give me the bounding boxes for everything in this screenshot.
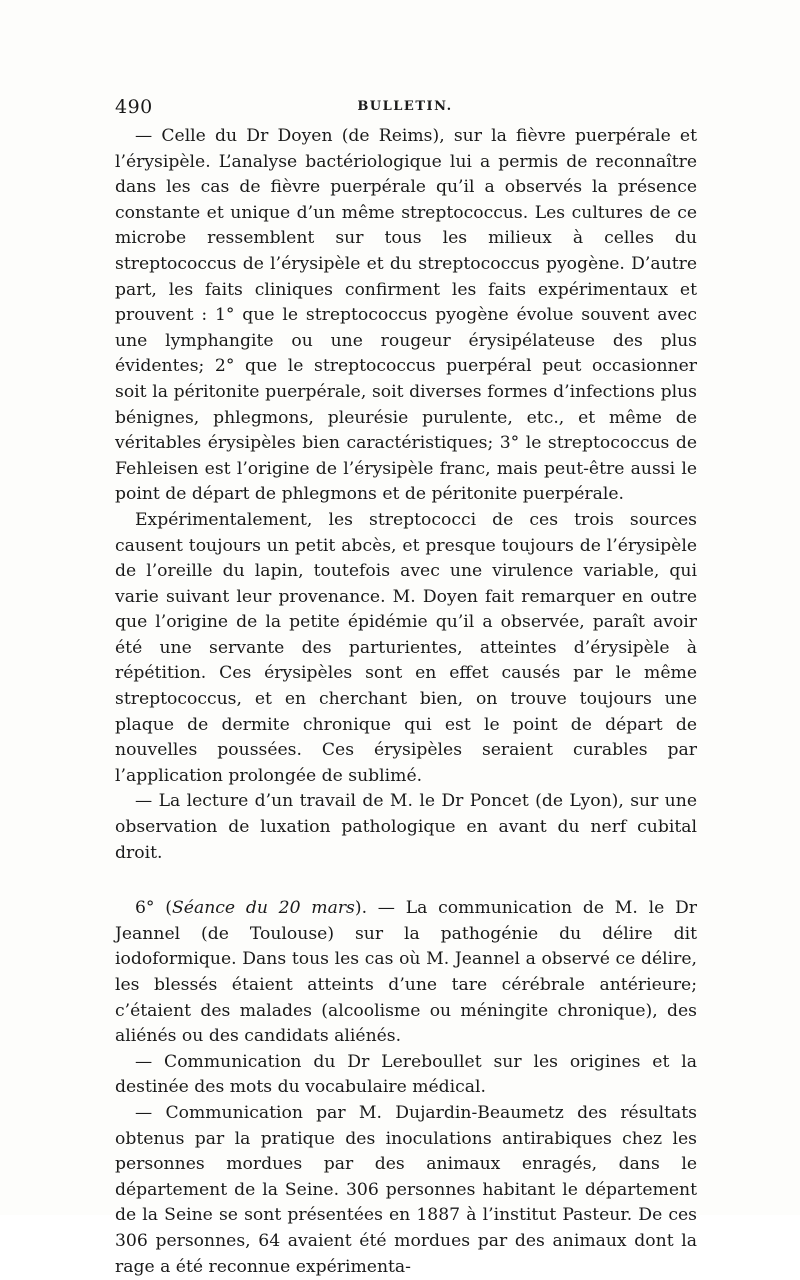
running-title: BULLETIN.: [357, 99, 453, 114]
body-text: [115, 124, 697, 1280]
page-number: 490: [115, 96, 153, 118]
page-header: [115, 96, 695, 122]
paragraph-dujardin-beaumetz: — Communication par M. Dujardin-Beaumetz des résultats obtenus par la pratique des inoculations antirabiques chez les personnes mordues par des animaux enragés, dans le département de la Seine. 306 personnes habitant le département de la Seine se sont présentées en 1887 à l’institut Pasteur. De ces 306 personnes, 64 avaient été mordues par des animaux dont la rage a été reconnue expérimenta-: [115, 1102, 697, 1277]
paragraph-lereboullet: — Communication du Dr Lereboullet sur les origines et la destinée des mots du vocabulaire médical.: [115, 1051, 697, 1098]
session-number: 6° (: [135, 898, 172, 919]
paragraph-doyen: — Celle du Dr Doyen (de Reims), sur la fièvre puerpérale et l’érysipèle. L’analyse bactériologique lui a permis de reconnaître dans les cas de fièvre puerpérale qu’il a observés la présence constante et unique d’un même streptococcus. Les cultures de ce microbe ressemblent sur tous les milieux à celles du streptococcus de l’érysipèle et du streptococcus pyogène. D’autre part, les faits cliniques confirment les faits expérimentaux et prouvent : 1° que le streptococcus pyogène évolue souvent avec une lymphangite ou une rougeur érysipélateuse des plus évidentes; 2° que le streptococcus puerpéral peut occasionner soit la péritonite puerpérale, soit diverses formes d’infections plus bénignes, phlegmons, pleurésie purulente, etc., et même de véritables érysipèles bien caractéristiques; 3° le streptococcus de Fehleisen est l’origine de l’érysipèle franc, mais peut-être aussi le point de départ de phlegmons et de péritonite puerpérale.: [115, 126, 697, 505]
paragraph-seance-20-mars: [115, 896, 697, 1050]
session-text: ). — La communication de M. le Dr Jeannel (de Toulouse) sur la pathogénie du délire dit iodoformique. Dans tous les cas où M. Jeannel a observé ce délire, les blessés étaient atteints d’une tare cérébrale antérieure; c’étaient des malades (alcoolisme ou méningite chronique), des aliénés ou des candidats aliénés.: [115, 898, 698, 1047]
paragraph-poncet: — La lecture d’un travail de M. le Dr Poncet (de Lyon), sur une observation de luxation pathologique en avant du nerf cubital droit.: [115, 791, 697, 863]
section-gap: [115, 866, 697, 896]
paragraph-experimental: Expérimentalement, les streptococci de ces trois sources causent toujours un petit abcès, et presque toujours de l’érysipèle de l’oreille du lapin, toutefois avec une virulence variable, qui varie suivant leur provenance. M. Doyen fait remarquer en outre que l’origine de la petite épidémie qu’il a observée, paraît avoir été une servante des parturientes, atteintes d’érysipèle à répétition. Ces érysipèles sont en effet causés par le même streptococcus, et en cherchant bien, on trouve toujours une plaque de dermite chronique qui est le point de départ de nouvelles poussées. Ces érysipèles seraient curables par l’application prolongée de sublimé.: [115, 509, 697, 786]
session-date: Séance du 20 mars: [172, 898, 355, 919]
